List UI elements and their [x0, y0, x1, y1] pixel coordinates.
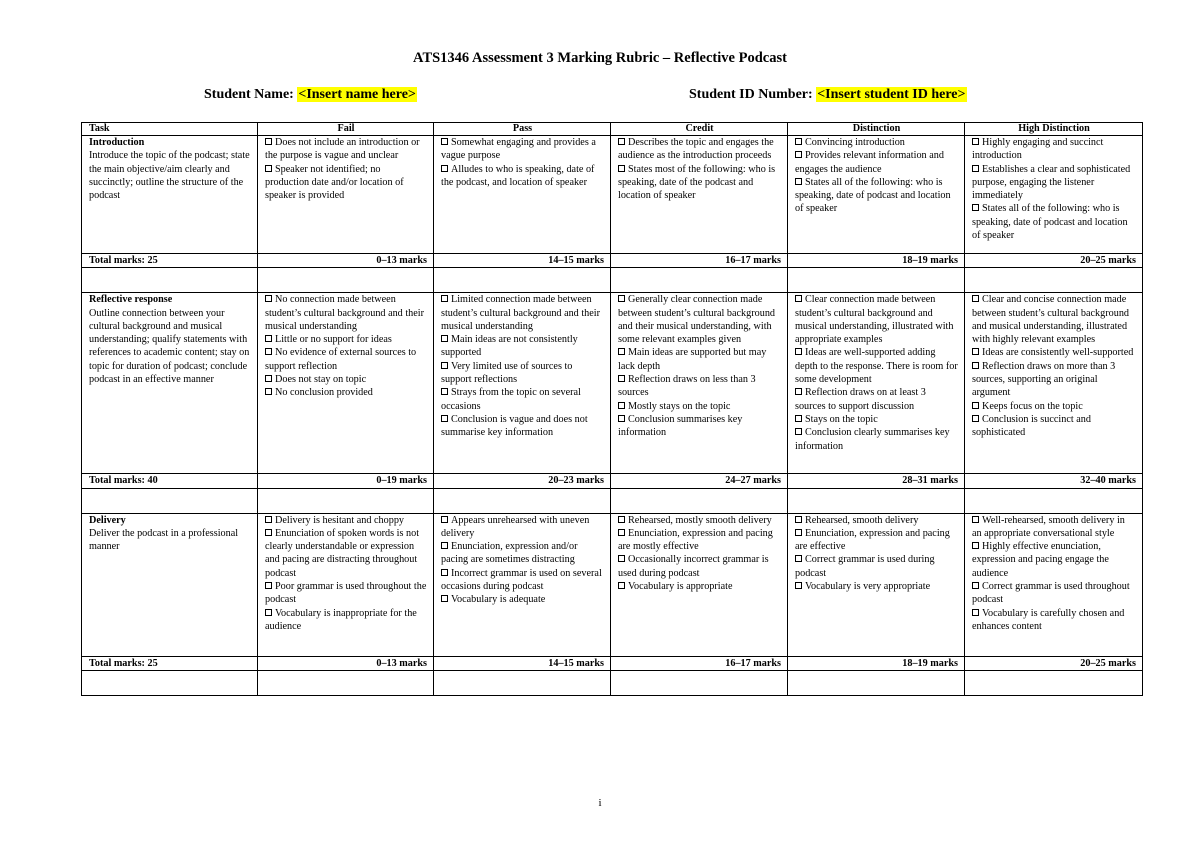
marks-range: 20–25 marks: [965, 254, 1143, 268]
point-text: Ideas are consistently well-supported: [982, 347, 1134, 359]
point-text: Correct grammar is used during podcast: [795, 554, 935, 579]
checkbox-icon[interactable]: [795, 388, 802, 395]
marks-range: 24–27 marks: [611, 474, 788, 488]
criterion-point: [265, 580, 427, 607]
point-text: States most of the following: who is speaking, date of the podcast and location of speaker: [618, 163, 776, 202]
criterion-point: [795, 413, 958, 426]
header-credit: Credit: [611, 123, 788, 136]
checkbox-icon[interactable]: [265, 582, 272, 589]
checkbox-icon[interactable]: [795, 415, 802, 422]
student-name-label: Student Name:: [204, 87, 294, 102]
point-text: Enunciation, expression and pacing are effective: [795, 527, 950, 553]
level-cell: [611, 293, 788, 474]
point-text: States all of the following: who is speaking, date of podcast and location of speaker: [795, 176, 951, 215]
checkbox-icon[interactable]: [265, 348, 272, 355]
checkbox-icon[interactable]: [972, 402, 979, 409]
checkbox-icon[interactable]: [265, 388, 272, 395]
point-text: Highly engaging and succinct introduction: [972, 137, 1104, 162]
point-text: Somewhat engaging and provides a vague purpose: [441, 137, 596, 162]
criterion-point: [441, 163, 604, 190]
checkbox-icon[interactable]: [795, 555, 802, 562]
criterion-point: [265, 607, 427, 634]
checkbox-icon[interactable]: [618, 375, 625, 382]
score-entry-cell[interactable]: [611, 670, 788, 695]
checkbox-icon[interactable]: [972, 295, 979, 302]
header-pass: Pass: [434, 123, 611, 136]
checkbox-icon[interactable]: [441, 516, 448, 523]
header-high-distinction: High Distinction: [965, 123, 1143, 136]
criterion-name: Delivery: [89, 514, 126, 526]
checkbox-icon[interactable]: [972, 582, 979, 589]
checkbox-icon[interactable]: [441, 595, 448, 602]
marks-range: 20–25 marks: [965, 656, 1143, 670]
criterion-point: [795, 426, 958, 453]
score-entry-cell[interactable]: [611, 488, 788, 513]
criterion-point: [618, 527, 781, 554]
score-entry-cell[interactable]: [788, 268, 965, 293]
criterion-point: [441, 540, 604, 567]
score-entry-cell[interactable]: [258, 670, 434, 695]
checkbox-icon[interactable]: [441, 415, 448, 422]
total-marks: Total marks: 25: [82, 254, 258, 268]
level-cell: [434, 136, 611, 254]
point-text: Mostly stays on the topic: [628, 400, 731, 412]
point-text: Main ideas are supported but may lack depth: [618, 347, 767, 372]
checkbox-icon[interactable]: [265, 165, 272, 172]
page-number: i: [598, 797, 602, 809]
criterion-point: [795, 136, 958, 149]
criterion-point: [441, 293, 604, 333]
marks-range: 0–13 marks: [258, 254, 434, 268]
point-text: Reflection draws on less than 3 sources: [618, 374, 756, 399]
point-text: Conclusion is succinct and sophisticated: [972, 413, 1091, 439]
point-text: Rehearsed, mostly smooth delivery: [628, 514, 772, 526]
point-text: Generally clear connection made between student’s cultural background and their musical understanding, with some relevant examples given: [618, 294, 776, 346]
criterion-point: [265, 333, 427, 346]
criterion-point: [265, 514, 427, 527]
criterion-point: [265, 293, 427, 333]
task-cell: [82, 136, 258, 254]
checkbox-icon[interactable]: [265, 516, 272, 523]
point-text: States all of the following: who is speaking, date of podcast and location of speaker: [972, 203, 1128, 242]
point-text: Incorrect grammar is used on several occasions during podcast: [441, 567, 602, 593]
criterion-point: [795, 514, 958, 527]
checkbox-icon[interactable]: [795, 348, 802, 355]
marks-range: 0–13 marks: [258, 656, 434, 670]
point-text: Very limited use of sources to support reflections: [441, 360, 573, 386]
marks-range: 14–15 marks: [434, 254, 611, 268]
checkbox-icon[interactable]: [795, 428, 802, 435]
criterion-point: [795, 149, 958, 176]
criterion-point: [795, 346, 958, 386]
level-cell: [258, 136, 434, 254]
point-text: Clear and concise connection made between student’s cultural background and musical understanding, illustrated with highly relevant examples: [972, 294, 1130, 346]
level-cell: [965, 136, 1143, 254]
student-id-field[interactable]: <Insert student ID here>: [817, 87, 966, 102]
point-text: Conclusion summarises key information: [618, 413, 743, 439]
criterion-name: Reflective response: [89, 294, 173, 306]
checkbox-icon[interactable]: [795, 529, 802, 536]
checkbox-icon[interactable]: [972, 609, 979, 616]
criterion-point: [441, 413, 604, 440]
point-text: Well-rehearsed, smooth delivery in an appropriate conversational style: [972, 514, 1125, 539]
score-entry-cell[interactable]: [965, 670, 1143, 695]
level-cell: [611, 136, 788, 254]
criterion-point: [618, 346, 781, 373]
checkbox-icon[interactable]: [618, 295, 625, 302]
point-text: Occasionally incorrect grammar is used during podcast: [618, 554, 769, 579]
checkbox-icon[interactable]: [441, 362, 448, 369]
checkbox-icon[interactable]: [795, 582, 802, 589]
marks-range: 0–19 marks: [258, 474, 434, 488]
score-entry-cell[interactable]: [258, 268, 434, 293]
point-text: Does not include an introduction or the purpose is vague and unclear: [265, 137, 420, 162]
checkbox-icon[interactable]: [441, 165, 448, 172]
criterion-name: Introduction: [89, 137, 145, 148]
point-text: Reflection draws on at least 3 sources to support discussion: [795, 387, 926, 412]
criterion-point: [265, 373, 427, 386]
checkbox-icon[interactable]: [972, 348, 979, 355]
criterion-point: [972, 400, 1136, 413]
score-entry-cell[interactable]: [434, 670, 611, 695]
checkbox-icon[interactable]: [795, 295, 802, 302]
point-text: Alludes to who is speaking, date of the podcast, and location of speaker: [441, 163, 595, 188]
checkbox-icon[interactable]: [972, 415, 979, 422]
criterion-row: [82, 293, 1143, 474]
marks-range: 20–23 marks: [434, 474, 611, 488]
point-text: Delivery is hesitant and choppy: [275, 514, 405, 526]
level-cell: [258, 513, 434, 656]
criterion-description: Introduce the topic of the podcast; state the main objective/aim clearly and succinctly; outline the structure of the podcast: [89, 150, 250, 202]
checkbox-icon[interactable]: [618, 516, 625, 523]
checkbox-icon[interactable]: [618, 415, 625, 422]
score-entry-cell[interactable]: [965, 268, 1143, 293]
marks-range: 14–15 marks: [434, 656, 611, 670]
score-entry-cell[interactable]: [82, 268, 258, 293]
checkbox-icon[interactable]: [618, 402, 625, 409]
marking-rubric-table: [81, 122, 1143, 696]
level-cell: [611, 513, 788, 656]
checkbox-icon[interactable]: [441, 335, 448, 342]
criterion-point: [972, 202, 1136, 242]
criterion-point: [972, 136, 1136, 163]
marks-range: 18–19 marks: [788, 656, 965, 670]
point-text: Enunciation, expression and/or pacing are sometimes distracting: [441, 541, 578, 566]
checkbox-icon[interactable]: [972, 138, 979, 145]
point-text: Rehearsed, smooth delivery: [805, 514, 919, 526]
header-distinction: Distinction: [788, 123, 965, 136]
point-text: Poor grammar is used throughout the podcast: [265, 581, 427, 606]
point-text: Vocabulary is appropriate: [628, 581, 733, 593]
checkbox-icon[interactable]: [265, 375, 272, 382]
criterion-point: [972, 413, 1136, 440]
point-text: Clear connection made between student’s cultural background and musical understanding, illustrated with appropriate examples: [795, 294, 954, 346]
marks-range: 16–17 marks: [611, 656, 788, 670]
header-row: [82, 123, 1143, 136]
criterion-point: [441, 136, 604, 163]
criterion-point: [795, 580, 958, 593]
criterion-point: [972, 540, 1136, 580]
criterion-point: [972, 293, 1136, 346]
point-text: Speaker not identified; no production date and/or location of speaker is provided: [265, 163, 404, 202]
point-text: Conclusion clearly summarises key information: [795, 427, 950, 452]
criterion-point: [795, 176, 958, 216]
score-entry-row: [82, 488, 1143, 513]
criterion-point: [795, 553, 958, 580]
criterion-description: Outline connection between your cultural background and musical understanding; qualify statements with references to academic content; stay on topic for duration of podcast; conclude podcast in an effective manner: [89, 307, 250, 386]
checkbox-icon[interactable]: [441, 569, 448, 576]
checkbox-icon[interactable]: [441, 388, 448, 395]
point-text: Strays from the topic on several occasions: [441, 387, 581, 412]
criterion-point: [795, 527, 958, 554]
criterion-point: [618, 413, 781, 440]
header-task: Task: [82, 123, 258, 136]
criterion-point: [972, 514, 1136, 541]
point-text: Enunciation, expression and pacing are mostly effective: [618, 527, 773, 553]
point-text: Provides relevant information and engages the audience: [795, 150, 944, 175]
marks-range: 28–31 marks: [788, 474, 965, 488]
criterion-point: [618, 293, 781, 346]
marks-row: [82, 656, 1143, 670]
checkbox-icon[interactable]: [441, 295, 448, 302]
point-text: Establishes a clear and sophisticated purpose, engaging the listener immediately: [972, 163, 1131, 202]
criterion-point: [972, 607, 1136, 634]
score-entry-cell[interactable]: [82, 488, 258, 513]
criterion-point: [972, 163, 1136, 203]
checkbox-icon[interactable]: [265, 138, 272, 145]
point-text: Describes the topic and engages the audience as the introduction proceeds: [618, 137, 774, 162]
point-text: No connection made between student’s cultural background and their musical understanding: [265, 294, 424, 332]
checkbox-icon[interactable]: [618, 165, 625, 172]
criterion-description: Deliver the podcast in a professional manner: [89, 527, 239, 553]
score-entry-row: [82, 670, 1143, 695]
criterion-point: [265, 163, 427, 203]
criterion-row: [82, 513, 1143, 656]
point-text: Convincing introduction: [805, 137, 905, 148]
criterion-point: [441, 567, 604, 594]
criterion-point: [618, 136, 781, 163]
criterion-point: [441, 514, 604, 541]
criterion-point: [618, 163, 781, 203]
point-text: Vocabulary is adequate: [451, 594, 546, 606]
level-cell: [965, 513, 1143, 656]
student-id-label: Student ID Number:: [689, 87, 813, 102]
criterion-point: [972, 360, 1136, 400]
level-cell: [788, 136, 965, 254]
criterion-point: [618, 400, 781, 413]
total-marks: Total marks: 25: [82, 656, 258, 670]
score-entry-cell[interactable]: [788, 488, 965, 513]
checkbox-icon[interactable]: [972, 542, 979, 549]
criterion-point: [265, 386, 427, 399]
level-cell: [788, 513, 965, 656]
student-name-field[interactable]: <Insert name here>: [298, 87, 416, 102]
total-marks: Total marks: 40: [82, 474, 258, 488]
marks-row: [82, 254, 1143, 268]
checkbox-icon[interactable]: [265, 295, 272, 302]
header-fail: Fail: [258, 123, 434, 136]
score-entry-cell[interactable]: [434, 268, 611, 293]
criterion-point: [618, 553, 781, 580]
point-text: Enunciation of spoken words is not clearly understandable or expression and pacing are distracting throughout podcast: [265, 527, 420, 579]
point-text: Appears unrehearsed with uneven delivery: [441, 514, 590, 539]
score-entry-cell[interactable]: [434, 488, 611, 513]
checkbox-icon[interactable]: [618, 348, 625, 355]
criterion-point: [795, 386, 958, 413]
checkbox-icon[interactable]: [618, 138, 625, 145]
point-text: Main ideas are not consistently supported: [441, 334, 578, 359]
point-text: No evidence of external sources to support reflection: [265, 347, 417, 372]
point-text: Correct grammar is used throughout podcast: [972, 581, 1130, 606]
criterion-point: [441, 360, 604, 387]
point-text: Conclusion is vague and does not summarise key information: [441, 413, 588, 439]
student-id-line: [689, 87, 967, 103]
criterion-point: [441, 593, 604, 606]
point-text: Little or no support for ideas: [275, 334, 392, 346]
checkbox-icon[interactable]: [265, 335, 272, 342]
criterion-point: [618, 580, 781, 593]
document-title: ATS1346 Assessment 3 Marking Rubric – Reflective Podcast: [413, 50, 787, 66]
checkbox-icon[interactable]: [618, 582, 625, 589]
score-entry-cell[interactable]: [788, 670, 965, 695]
checkbox-icon[interactable]: [618, 529, 625, 536]
point-text: Limited connection made between student’s cultural background and their musical understanding: [441, 294, 600, 332]
point-text: Does not stay on topic: [275, 374, 367, 386]
criterion-point: [441, 333, 604, 360]
level-cell: [434, 293, 611, 474]
student-name-line: [204, 87, 417, 103]
point-text: Keeps focus on the topic: [982, 400, 1083, 412]
score-entry-cell[interactable]: [611, 268, 788, 293]
checkbox-icon[interactable]: [795, 178, 802, 185]
point-text: Reflection draws on more than 3 sources, supporting an original argument: [972, 360, 1116, 399]
score-entry-cell[interactable]: [82, 670, 258, 695]
score-entry-row: [82, 268, 1143, 293]
criterion-point: [972, 346, 1136, 359]
level-cell: [434, 513, 611, 656]
level-cell: [788, 293, 965, 474]
criterion-point: [618, 373, 781, 400]
criterion-point: [265, 527, 427, 580]
criterion-point: [265, 346, 427, 373]
checkbox-icon[interactable]: [441, 138, 448, 145]
checkbox-icon[interactable]: [618, 555, 625, 562]
point-text: Vocabulary is very appropriate: [805, 581, 931, 593]
task-cell: [82, 513, 258, 656]
task-cell: [82, 293, 258, 474]
marks-range: 18–19 marks: [788, 254, 965, 268]
checkbox-icon[interactable]: [795, 516, 802, 523]
checkbox-icon[interactable]: [972, 165, 979, 172]
checkbox-icon[interactable]: [795, 138, 802, 145]
criterion-point: [441, 386, 604, 413]
marks-row: [82, 474, 1143, 488]
criterion-point: [618, 514, 781, 527]
marks-range: 16–17 marks: [611, 254, 788, 268]
checkbox-icon[interactable]: [265, 609, 272, 616]
checkbox-icon[interactable]: [441, 542, 448, 549]
checkbox-icon[interactable]: [972, 362, 979, 369]
point-text: No conclusion provided: [275, 387, 373, 399]
criterion-point: [972, 580, 1136, 607]
marks-range: 32–40 marks: [965, 474, 1143, 488]
criterion-point: [265, 136, 427, 163]
checkbox-icon[interactable]: [972, 204, 979, 211]
checkbox-icon[interactable]: [972, 516, 979, 523]
checkbox-icon[interactable]: [265, 529, 272, 536]
point-text: Ideas are well-supported adding depth to the response. There is room for some development: [795, 347, 958, 386]
level-cell: [258, 293, 434, 474]
level-cell: [965, 293, 1143, 474]
score-entry-cell[interactable]: [258, 488, 434, 513]
point-text: Vocabulary is carefully chosen and enhances content: [972, 607, 1125, 632]
point-text: Vocabulary is inappropriate for the audience: [265, 607, 417, 632]
point-text: Highly effective enunciation, expression and pacing engage the audience: [972, 541, 1109, 579]
criterion-point: [795, 293, 958, 346]
score-entry-cell[interactable]: [965, 488, 1143, 513]
point-text: Stays on the topic: [805, 413, 878, 425]
criterion-row: [82, 136, 1143, 254]
checkbox-icon[interactable]: [795, 151, 802, 158]
